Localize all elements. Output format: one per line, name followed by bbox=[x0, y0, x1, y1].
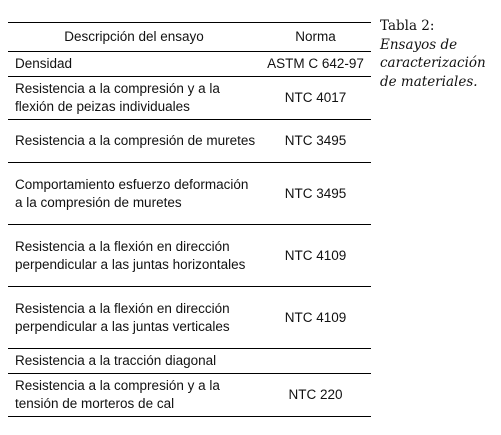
row-norm bbox=[260, 349, 371, 374]
row-norm: ASTM C 642-97 bbox=[260, 52, 371, 77]
materials-tests-table bbox=[8, 22, 371, 417]
row-description: Resistencia a la compresión y a la tensión de morteros de cal bbox=[8, 374, 260, 417]
table-row bbox=[8, 225, 371, 287]
header-description: Descripción del ensayo bbox=[8, 23, 260, 52]
row-description: Resistencia a la compresión de muretes bbox=[8, 120, 260, 163]
row-description: Densidad bbox=[8, 52, 260, 77]
header-norm: Norma bbox=[260, 23, 371, 52]
row-norm: NTC 3495 bbox=[260, 120, 371, 163]
row-description: Comportamiento esfuerzo deformación a la compresión de muretes bbox=[8, 163, 260, 225]
table-header-row bbox=[8, 23, 371, 52]
row-norm: NTC 4017 bbox=[260, 77, 371, 120]
table-row bbox=[8, 349, 371, 374]
table-row bbox=[8, 163, 371, 225]
materials-tests-table-container bbox=[8, 22, 371, 417]
row-norm: NTC 4109 bbox=[260, 225, 371, 287]
caption-label: Tabla 2: bbox=[380, 18, 435, 34]
row-norm: NTC 3495 bbox=[260, 163, 371, 225]
table-row bbox=[8, 374, 371, 417]
row-description: Resistencia a la compresión y a la flexión de peizas individuales bbox=[8, 77, 260, 120]
table-row bbox=[8, 77, 371, 120]
table-row bbox=[8, 120, 371, 163]
row-norm: NTC 220 bbox=[260, 374, 371, 417]
caption-text: Ensayos de caracterización de materiales. bbox=[380, 36, 486, 90]
row-description: Resistencia a la flexión en dirección perpendicular a las juntas horizontales bbox=[8, 225, 260, 287]
row-description: Resistencia a la tracción diagonal bbox=[8, 349, 260, 374]
table-row bbox=[8, 52, 371, 77]
row-norm: NTC 4109 bbox=[260, 287, 371, 349]
table-row bbox=[8, 287, 371, 349]
row-description: Resistencia a la flexión en dirección perpendicular a las juntas verticales bbox=[8, 287, 260, 349]
table-caption bbox=[380, 17, 501, 91]
